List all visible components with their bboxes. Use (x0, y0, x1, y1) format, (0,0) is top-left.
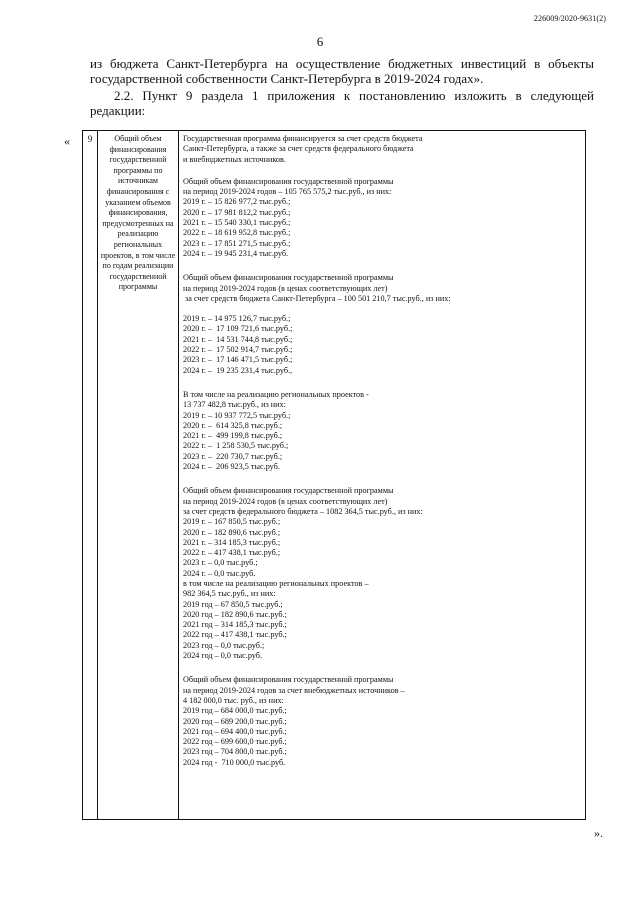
funding-line: 2021 г. – 499 199,8 тыс.руб.; (183, 431, 283, 441)
funding-section (183, 177, 581, 259)
funding-line: 2022 г. – 1 258 530,5 тыс.руб.; (183, 441, 289, 451)
funding-line: 2022 г. – 17 502 914,7 тыс.руб.; (183, 345, 293, 355)
amendment-table (82, 130, 586, 820)
funding-section (183, 675, 581, 768)
funding-line: 2023 год – 0,0 тыс.руб.; (183, 640, 265, 650)
row-number-cell: 9 (83, 131, 98, 820)
funding-line: на период 2019-2024 годов – 105 765 575,2 тыс.руб., из них: (183, 187, 392, 197)
funding-section (183, 486, 581, 661)
funding-line: 4 182 000,0 тыс. руб., из них: (183, 695, 284, 705)
funding-line: 2024 год - 710 000,0 тыс.руб. (183, 757, 286, 767)
funding-line: 2023 год – 704 800,0 тыс.руб.; (183, 747, 287, 757)
intro-paragraph-2: 2.2. Пункт 9 раздела 1 приложения к постановлению изложить в следующей редакции: (90, 88, 594, 118)
funding-line: 2024 г. – 19 235 231,4 тыс.руб., (183, 365, 293, 375)
funding-line: 2019 год – 684 000,0 тыс.руб.; (183, 706, 287, 716)
funding-line: 2023 г. – 17 851 271,5 тыс.руб.; (183, 238, 291, 248)
funding-line: 2019 г. – 14 975 126,7 тыс.руб.; (183, 314, 291, 324)
funding-line: на период 2019-2024 годов за счет внебюджетных источников – (183, 685, 405, 695)
funding-line: Государственная программа финансируется за счет средств бюджета (183, 134, 423, 143)
funding-section (183, 134, 581, 165)
funding-line: в том числе на реализацию региональных проектов – (183, 578, 369, 588)
funding-line: 2023 г. – 17 146 471,5 тыс.руб.; (183, 355, 293, 365)
funding-section (183, 390, 581, 472)
funding-line: 2024 год – 0,0 тыс.руб. (183, 651, 263, 661)
funding-line: на период 2019-2024 годов (в ценах соответствующих лет) (183, 496, 388, 506)
opening-quote: « (64, 134, 70, 148)
funding-line: В том числе на реализацию региональных проектов - (183, 389, 369, 399)
funding-line: 2020 г. – 17 981 812,2 тыс.руб.; (183, 207, 291, 217)
funding-line: 2022 год – 699 600,0 тыс.руб.; (183, 737, 287, 747)
funding-line: 2024 г. – 206 923,5 тыс.руб. (183, 462, 280, 472)
page-number: 6 (316, 34, 324, 49)
funding-line: на период 2019-2024 годов (в ценах соответствующих лет) (183, 283, 388, 293)
row-content-cell (179, 131, 586, 820)
funding-line: за счет средств федерального бюджета – 1082 364,5 тыс.руб., из них: (183, 506, 423, 516)
funding-line: 2024 г. – 19 945 231,4 тыс.руб. (183, 248, 289, 258)
funding-line: 2020 г. – 614 325,8 тыс.руб.; (183, 420, 283, 430)
funding-line: Общий объем финансирования государственной программы (183, 486, 394, 496)
funding-line: 2019 г. – 10 937 772,5 тыс.руб.; (183, 410, 291, 420)
funding-line: 982 364,5 тыс.руб., из них: (183, 589, 276, 599)
funding-line: 13 737 482,8 тыс.руб., из них: (183, 400, 286, 410)
funding-line: 2021 г. – 15 540 330,1 тыс.руб.; (183, 218, 291, 228)
table-row (83, 131, 586, 820)
document-number: 226009/2020-9631(2) (533, 14, 606, 23)
funding-line: Общий объем финансирования государственной программы (183, 273, 394, 283)
funding-line: и внебюджетных источников. (183, 154, 286, 164)
funding-line: 2021 год – 694 400,0 тыс.руб.; (183, 726, 287, 736)
funding-line: 2023 г. – 0,0 тыс.руб.; (183, 558, 258, 568)
intro-paragraph-1: из бюджета Санкт-Петербурга на осуществление бюджетных инвестиций в объекты государственной собственности Санкт-Петербурга в 2019-2024 годах». (90, 56, 594, 86)
funding-line: 2022 г. – 417 438,1 тыс.руб.; (183, 548, 281, 558)
funding-line: 2023 г. – 220 730,7 тыс.руб.; (183, 451, 283, 461)
funding-line: 2022 год – 417 438,1 тыс.руб.; (183, 630, 287, 640)
funding-line: 2021 г. – 314 185,3 тыс.руб.; (183, 537, 281, 547)
funding-line: 2019 год – 67 850,5 тыс.руб.; (183, 599, 283, 609)
funding-sections (183, 134, 581, 768)
funding-line: 2021 год – 314 185,3 тыс.руб.; (183, 620, 287, 630)
funding-section (183, 273, 581, 304)
row-name-cell: Общий объем финансирования государственной программы по источникам финансирования с указанием объемов финансирования, предусмотренных на реализацию региональных проектов, в том числе по годам реализации государственной программы (98, 131, 179, 820)
funding-line: Общий объем финансирования государственной программы (183, 176, 394, 186)
funding-line: 2020 г. – 182 890,6 тыс.руб.; (183, 527, 281, 537)
funding-line: 2024 г. – 0,0 тыс.руб. (183, 568, 256, 578)
closing-quote: ». (594, 826, 603, 840)
funding-section (183, 314, 581, 376)
funding-line: Общий объем финансирования государственной программы (183, 675, 394, 685)
funding-line: 2020 год – 689 200,0 тыс.руб.; (183, 716, 287, 726)
funding-line: 2019 г. – 167 850,5 тыс.руб.; (183, 517, 281, 527)
funding-line: Санкт-Петербурга, а также за счет средств федерального бюджета (183, 144, 414, 154)
funding-line: за счет средств бюджета Санкт-Петербурга – 100 501 210,7 тыс.руб., из них: (183, 293, 451, 303)
funding-line: 2019 г. – 15 826 977,2 тыс.руб.; (183, 197, 291, 207)
funding-line: 2021 г. – 14 531 744,8 тыс.руб.; (183, 334, 293, 344)
funding-line: 2022 г. – 18 619 952,8 тыс.руб.; (183, 228, 291, 238)
funding-line: 2020 г. – 17 109 721,6 тыс.руб.; (183, 324, 293, 334)
funding-line: 2020 год – 182 890,6 тыс.руб.; (183, 609, 287, 619)
